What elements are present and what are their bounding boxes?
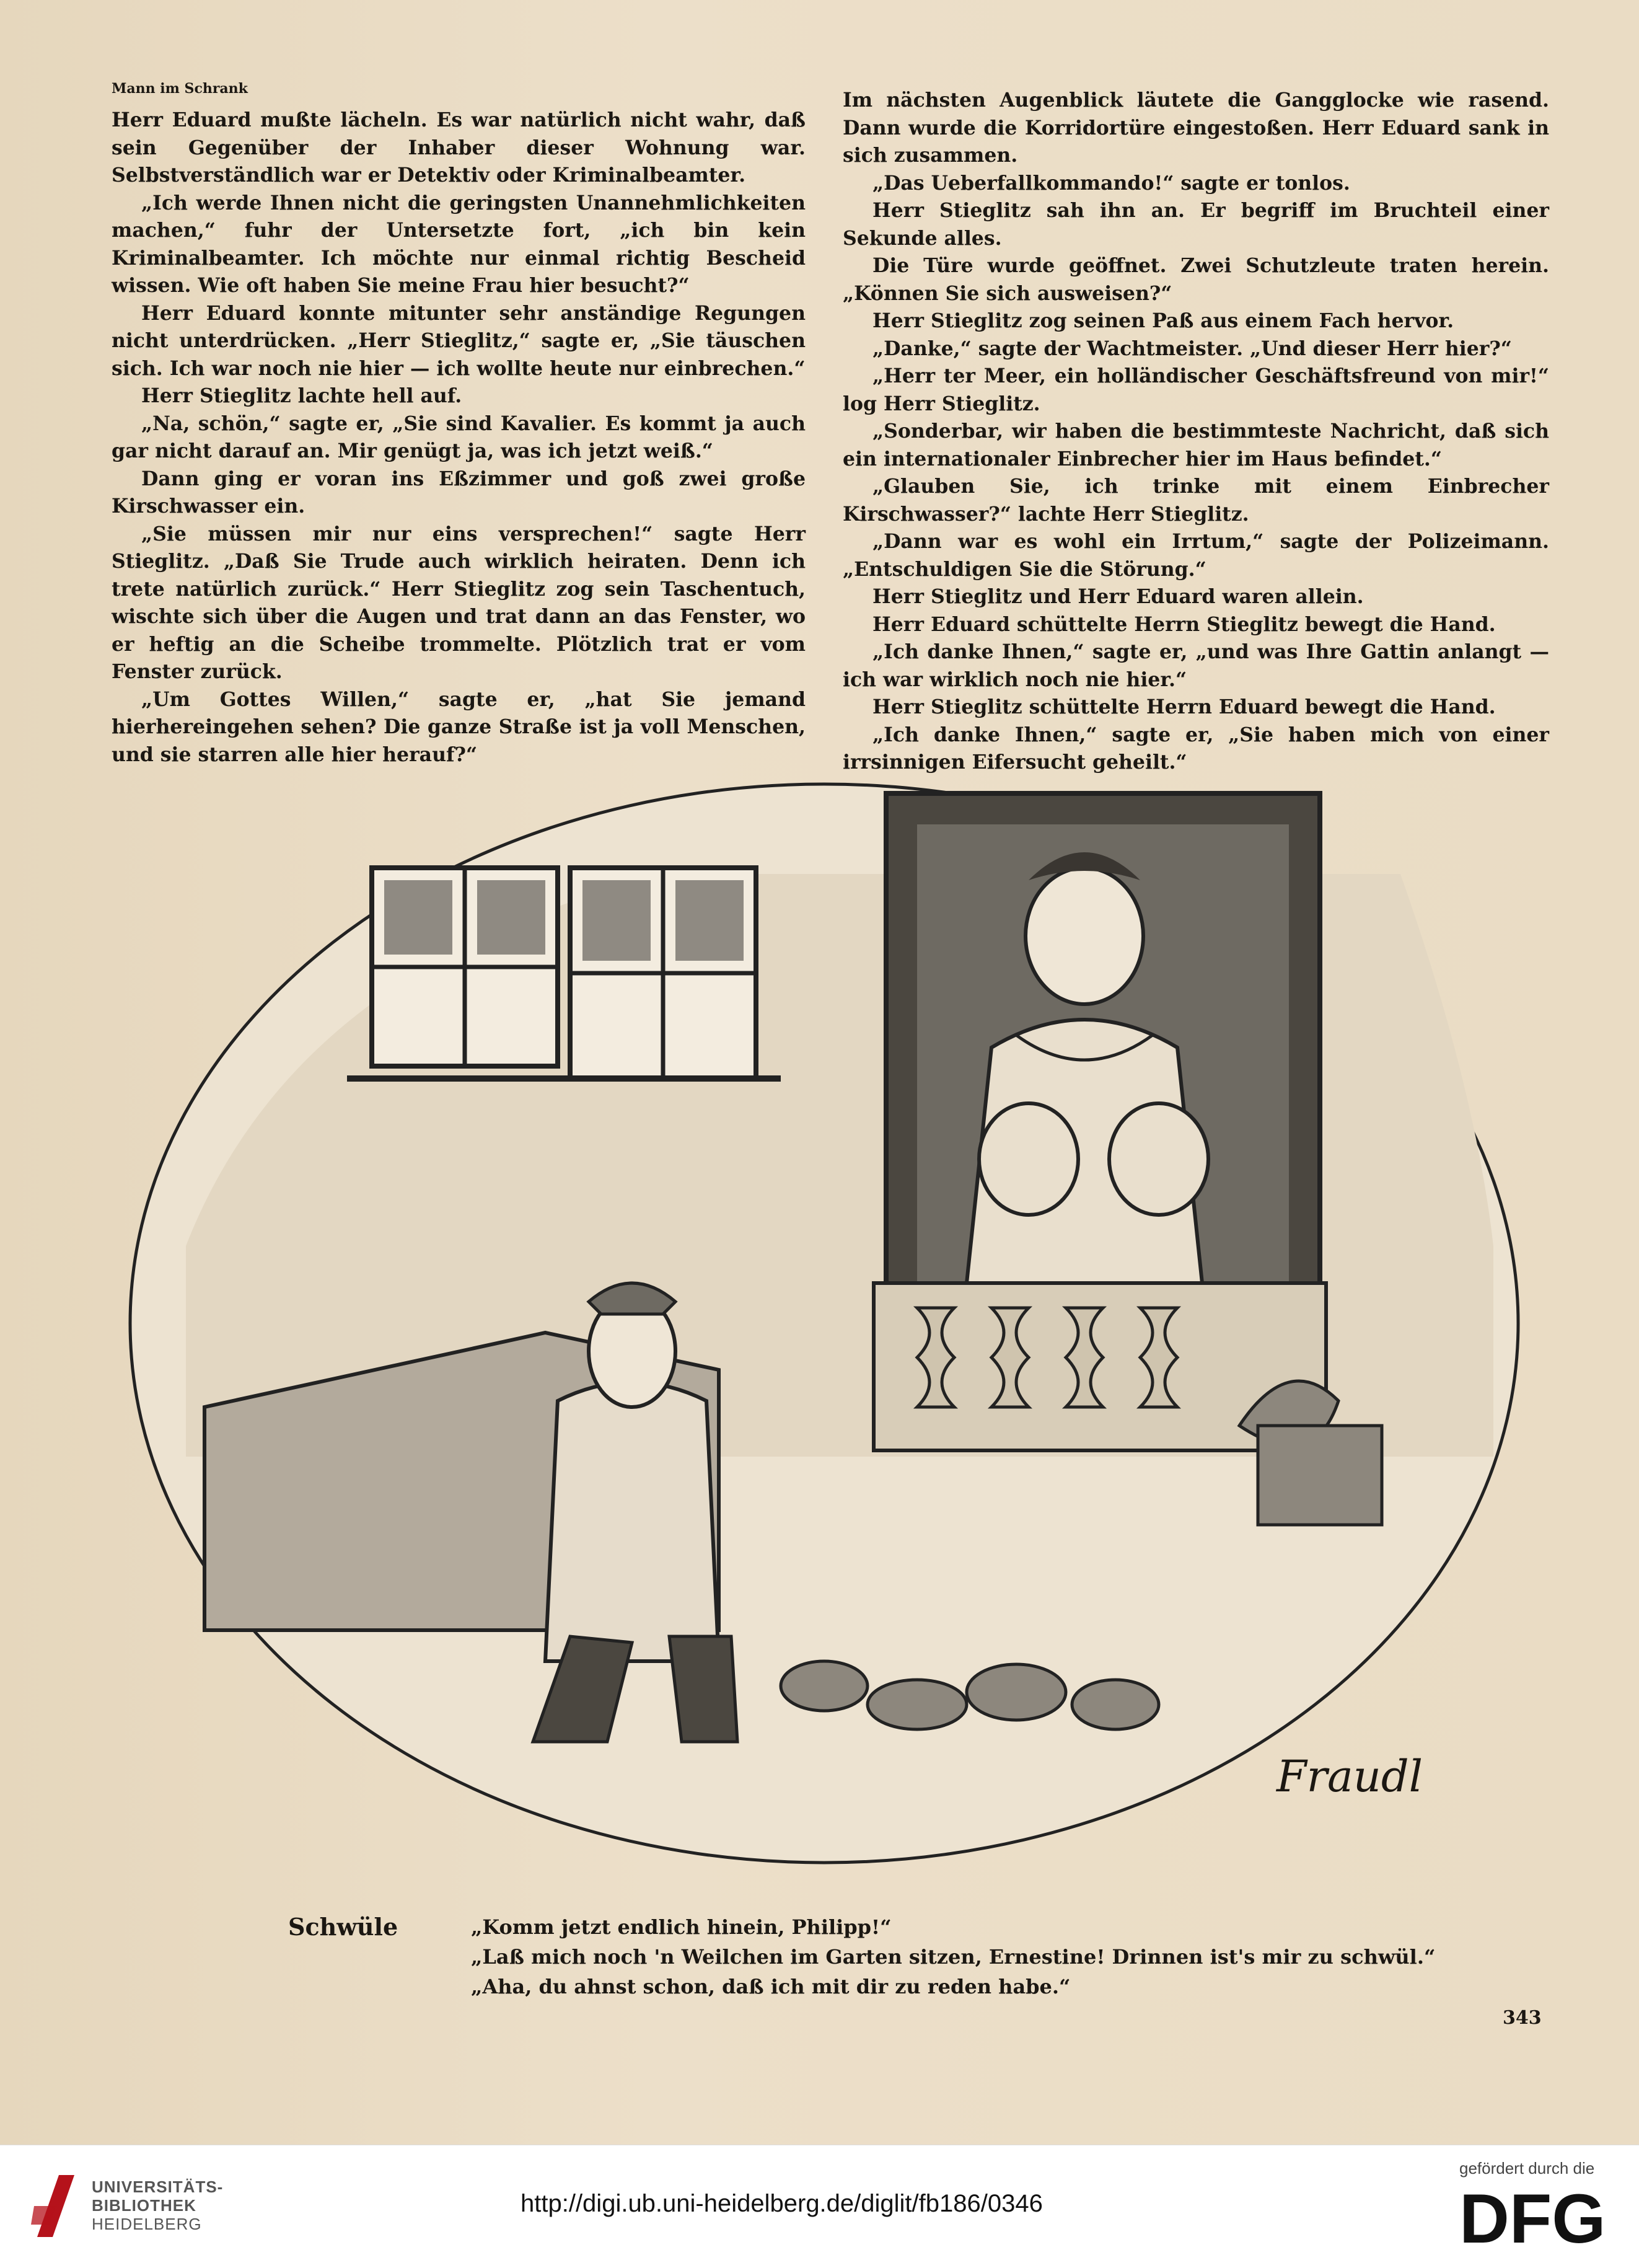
document-url-link[interactable]: http://digi.ub.uni-heidelberg.de/diglit/fb186/0346 <box>521 2190 1043 2217</box>
paragraph: „Dann war es wohl ein Irrtum,“ sagte der Polizeimann. „Entschuldigen Sie die Störung.“ <box>843 530 1549 581</box>
right-text-column <box>843 87 1549 777</box>
paragraph: Herr Eduard mußte lächeln. Es war natürlich nicht wahr, daß sein Gegenüber der Inhaber dieser Wohnung war. Selbstverständlich war er Detektiv oder Kriminalbeamter. <box>112 108 806 187</box>
svg-text:DFG: DFG <box>1459 2184 1606 2252</box>
paragraph: Im nächsten Augenblick läutete die Gangglocke wie rasend. Dann wurde die Korridortüre eingestoßen. Herr Eduard sank in sich zusammen. <box>843 89 1549 167</box>
paragraph: Herr Stieglitz schüttelte Herrn Eduard bewegt die Hand. <box>872 695 1496 718</box>
paragraph: „Ich danke Ihnen,“ sagte er, „und was Ihre Gattin anlangt — ich war wirklich noch nie hier.“ <box>843 640 1549 691</box>
paragraph: Die Türe wurde geöffnet. Zwei Schutzleute traten herein. „Können Sie sich ausweisen?“ <box>843 254 1549 305</box>
paragraph: „Ich werde Ihnen nicht die geringsten Unannehmlichkeiten machen,“ fuhr der Untersetzte fort, „ich bin kein Kriminalbeamter. Ich möchte nur einmal richtig Bescheid wissen. Wie oft haben Sie meine Frau hier besucht?“ <box>112 191 806 297</box>
caption-line: „Aha, du ahnst schon, daß ich mit dir zu reden habe.“ <box>471 1975 1071 1998</box>
caption-line: „Komm jetzt endlich hinein, Philipp!“ <box>471 1915 892 1939</box>
dfg-logo-icon <box>1459 2184 1614 2252</box>
cartoon-drawing <box>112 775 1537 1872</box>
paragraph: „Glauben Sie, ich trinke mit einem Einbrecher Kirschwasser?“ lachte Herr Stieglitz. <box>843 475 1549 526</box>
paragraph: „Ich danke Ihnen,“ sagte er, „Sie haben mich von einer irrsinnigen Eifersucht geheilt.“ <box>843 723 1549 774</box>
paragraph: „Herr ter Meer, ein holländischer Geschäftsfreund von mir!“ log Herr Stieglitz. <box>843 364 1549 415</box>
paragraph: Herr Stieglitz lachte hell auf. <box>141 384 462 407</box>
paragraph: „Das Ueberfallkommando!“ sagte er tonlos. <box>872 171 1350 195</box>
paragraph: „Danke,“ sagte der Wachtmeister. „Und dieser Herr hier?“ <box>872 337 1512 360</box>
library-name: UNIVERSITÄTS- BIBLIOTHEK HEIDELBERG <box>92 2178 224 2233</box>
paragraph: Herr Stieglitz und Herr Eduard waren allein. <box>872 585 1364 608</box>
paragraph: „Sie müssen mir nur eins versprechen!“ sagte Herr Stieglitz. „Daß Sie Trude auch wirklich heiraten. Denn ich trete natürlich zurück.“ Herr Stieglitz zog sein Taschentuch, wischte sich über die Augen und trat dann an das Fenster, wo er heftig an die Scheibe trommelte. Plötzlich trat er vom Fenster zurück. <box>112 522 806 683</box>
paragraph: „Um Gottes Willen,“ sagte er, „hat Sie jemand hierhereingehen sehen? Die ganze Straße ist ja voll Menschen, und sie starren alle hier herauf?“ <box>112 687 806 766</box>
caption-dialogue <box>471 1912 1462 2001</box>
paragraph: Herr Eduard konnte mitunter sehr anständige Regungen nicht unterdrücken. „Herr Stieglitz,“ sagte er, „Sie täuschen sich. Ich war noch nie hier — ich wollte heute nur einbrechen.“ <box>112 301 806 380</box>
caption-line: „Laß mich noch 'n Weilchen im Garten sitzen, Ernestine! Drinnen ist's mir zu schwül.“ <box>471 1945 1436 1969</box>
illustration-signature: Fraudl <box>1276 1751 1423 1802</box>
library-logo-icon <box>31 2169 81 2243</box>
running-head: Mann im Schrank <box>112 81 248 97</box>
paragraph: „Na, schön,“ sagte er, „Sie sind Kavalier. Es kommt ja auch gar nicht darauf an. Mir genügt ja, was ich jetzt weiß.“ <box>112 412 806 462</box>
paragraph: „Sonderbar, wir haben die bestimmteste Nachricht, daß sich ein internationaler Einbrecher hier im Haus befindet.“ <box>843 420 1549 470</box>
cartoon-illustration <box>112 775 1537 1872</box>
left-text-column <box>112 107 806 769</box>
page-number: 343 <box>1503 2007 1542 2029</box>
funded-by-label: gefördert durch die <box>1459 2159 1595 2178</box>
paragraph: Herr Stieglitz zog seinen Paß aus einem Fach hervor. <box>872 309 1454 332</box>
paragraph: Dann ging er voran ins Eßzimmer und goß zwei große Kirschwasser ein. <box>112 467 806 518</box>
caption-title: Schwüle <box>288 1913 398 1941</box>
paragraph: Herr Eduard schüttelte Herrn Stieglitz bewegt die Hand. <box>872 612 1496 636</box>
viewer-footer <box>0 2145 1639 2268</box>
paragraph: Herr Stieglitz sah ihn an. Er begriff im Bruchteil einer Sekunde alles. <box>843 199 1549 250</box>
